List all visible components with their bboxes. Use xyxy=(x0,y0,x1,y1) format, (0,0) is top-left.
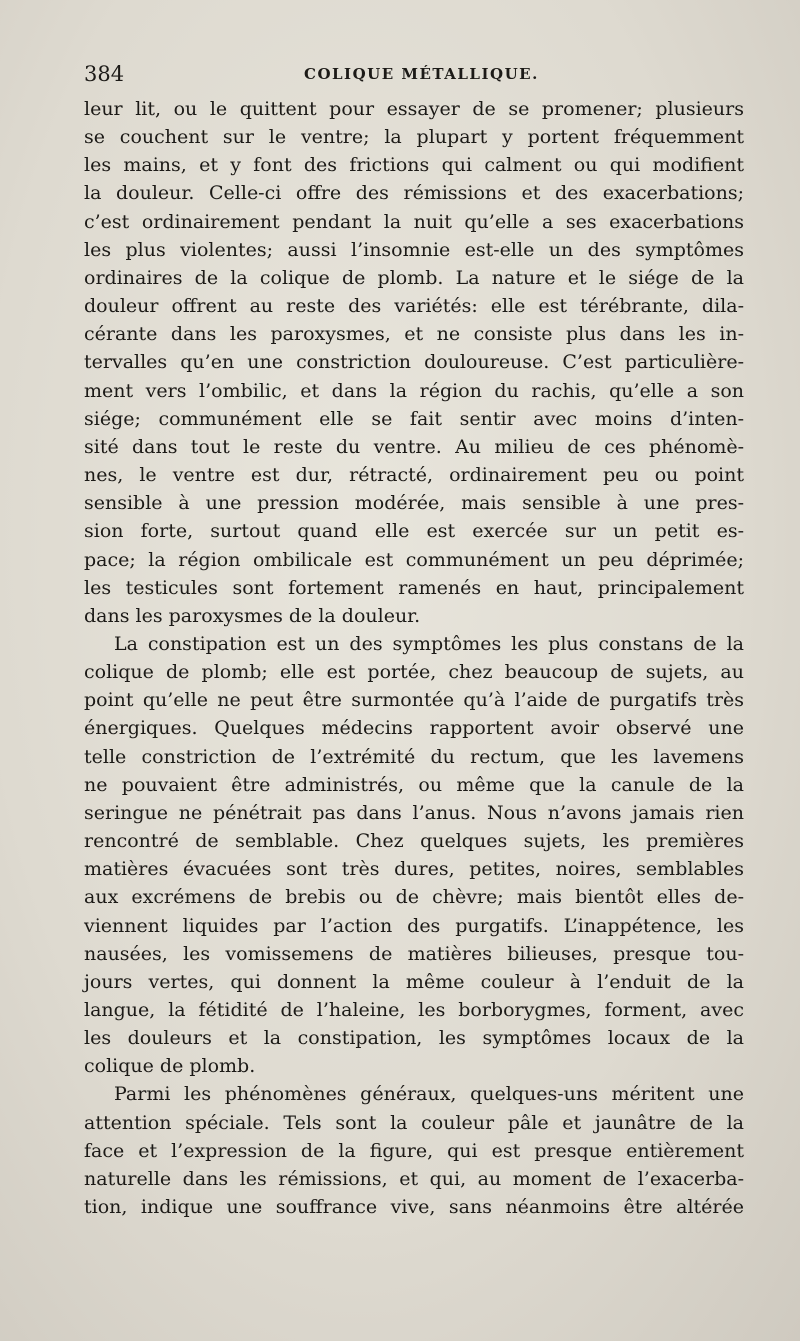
page-header xyxy=(84,58,744,88)
text-line: dans les paroxysmes de la douleur. xyxy=(84,604,421,627)
text-line: tion, indique une souffrance vive, sans néanmoins être altérée xyxy=(84,1196,744,1219)
text-line: naturelle dans les rémissions, et qui, au moment de l’exacerba- xyxy=(84,1167,744,1190)
text-line: telle constriction de l’extrémité du rectum, que les lavemens xyxy=(84,745,744,768)
text-line: les mains, et y font des frictions qui calment ou qui modifient xyxy=(84,154,744,177)
text-line: siége; communément elle se fait sentir avec moins d’inten- xyxy=(84,407,744,430)
text-line: tervalles qu’en une constriction douloureuse. C’est particulière- xyxy=(84,351,744,374)
text-line: rencontré de semblable. Chez quelques sujets, les premières xyxy=(84,830,744,853)
text-line: sion forte, surtout quand elle est exercée sur un petit es- xyxy=(84,520,744,543)
text-line: pace; la région ombilicale est communément un peu déprimée; xyxy=(84,548,744,571)
text-line: les douleurs et la constipation, les symptômes locaux de la xyxy=(84,1027,744,1050)
text-line: douleur offrent au reste des variétés: elle est térébrante, dila- xyxy=(84,295,744,318)
text-line: se couchent sur le ventre; la plupart y portent fréquemment xyxy=(84,126,744,149)
text-line: Parmi les phénomènes généraux, quelques-uns méritent une xyxy=(114,1083,744,1106)
text-line: colique de plomb. xyxy=(84,1055,256,1078)
paragraph xyxy=(84,630,744,1081)
text-line: cérante dans les paroxysmes, et ne consiste plus dans les in- xyxy=(84,323,744,346)
text-line: jours vertes, qui donnent la même couleur à l’enduit de la xyxy=(84,970,744,993)
text-line: énergiques. Quelques médecins rapportent avoir observé une xyxy=(84,717,744,740)
text-line: sensible à une pression modérée, mais sensible à une pres- xyxy=(84,492,744,515)
text-line: viennent liquides par l’action des purgatifs. L’inappétence, les xyxy=(84,914,744,937)
text-line: ment vers l’ombilic, et dans la région du rachis, qu’elle a son xyxy=(84,379,744,402)
page-number: 384 xyxy=(84,62,125,86)
text-line: nes, le ventre est dur, rétracté, ordinairement peu ou point xyxy=(84,464,744,487)
text-line: La constipation est un des symptômes les plus constans de la xyxy=(114,632,744,655)
text-line: colique de plomb; elle est portée, chez beaucoup de sujets, au xyxy=(84,661,744,684)
text-line: leur lit, ou le quittent pour essayer de se promener; plusieurs xyxy=(84,98,744,120)
text-line: point qu’elle ne peut être surmontée qu’à l’aide de purgatifs très xyxy=(84,689,744,712)
text-line: c’est ordinairement pendant la nuit qu’elle a ses exacerbations xyxy=(84,210,744,233)
paragraph xyxy=(84,95,744,630)
text-line: nausées, les vomissemens de matières bilieuses, presque tou- xyxy=(84,942,744,965)
text-line: attention spéciale. Tels sont la couleur pâle et jaunâtre de la xyxy=(84,1111,744,1134)
text-line: matières évacuées sont très dures, petites, noires, semblables xyxy=(84,858,744,881)
text-line: les plus violentes; aussi l’insomnie est-elle un des symptômes xyxy=(84,238,744,261)
body-text xyxy=(84,95,744,1221)
text-line: sité dans tout le reste du ventre. Au milieu de ces phénomè- xyxy=(84,435,744,458)
text-line: seringue ne pénétrait pas dans l’anus. Nous n’avons jamais rien xyxy=(84,801,744,824)
text-line: face et l’expression de la figure, qui est presque entièrement xyxy=(84,1139,744,1162)
text-line: langue, la fétidité de l’haleine, les borborygmes, forment, avec xyxy=(84,999,744,1021)
text-line: les testicules sont fortement ramenés en haut, principalement xyxy=(84,576,744,599)
text-line: ne pouvaient être administrés, ou même que la canule de la xyxy=(84,773,744,796)
paragraph xyxy=(84,1080,744,1221)
text-line: aux excrémens de brebis ou de chèvre; mais bientôt elles de- xyxy=(84,886,744,909)
text-line: la douleur. Celle-ci offre des rémissions et des exacerbations; xyxy=(84,182,744,205)
running-title: COLIQUE MÉTALLIQUE. xyxy=(304,65,539,83)
text-line: ordinaires de la colique de plomb. La nature et le siége de la xyxy=(84,266,744,289)
